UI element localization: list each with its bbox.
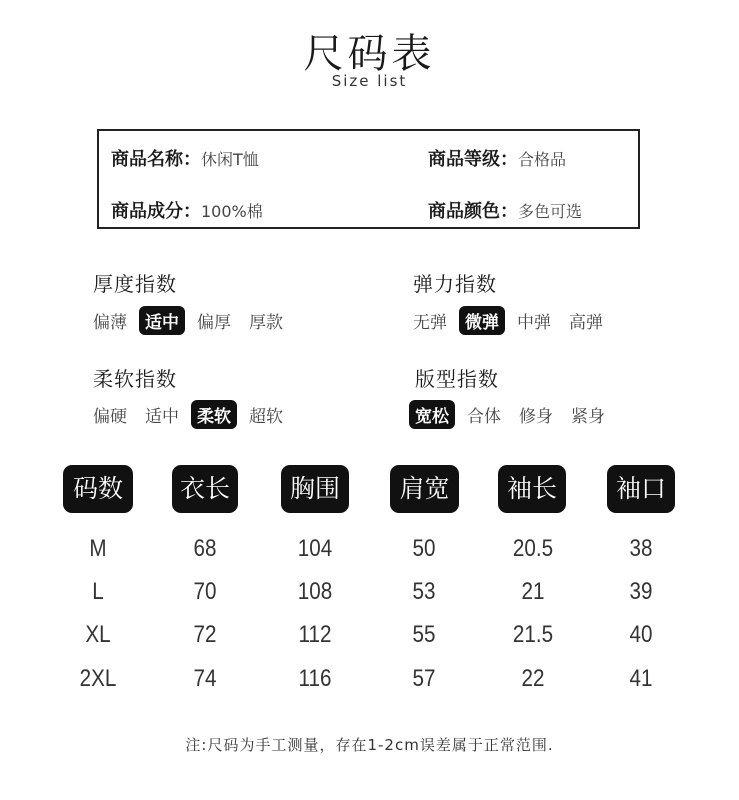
info-name-value: 休闲T恤 bbox=[201, 150, 259, 169]
fit-option: 合体 bbox=[467, 407, 501, 427]
table-cell: 55 bbox=[412, 621, 436, 648]
table-cell: M bbox=[89, 535, 107, 562]
product-info-box bbox=[97, 129, 640, 229]
fit-index-options bbox=[415, 400, 623, 429]
table-cell: 39 bbox=[629, 578, 653, 605]
table-cell: 104 bbox=[297, 535, 333, 562]
thickness-option: 偏厚 bbox=[197, 313, 231, 333]
thickness-index-title: 厚度指数 bbox=[93, 272, 177, 296]
table-cell: 50 bbox=[412, 535, 436, 562]
thickness-option: 偏薄 bbox=[93, 313, 127, 333]
softness-option: 偏硬 bbox=[93, 407, 127, 427]
table-header-shoulder: 肩宽 bbox=[390, 465, 459, 513]
measurement-note: 注:尺码为手工测量，存在1-2cm误差属于正常范围. bbox=[185, 736, 554, 754]
table-header-cuff: 袖口 bbox=[607, 465, 675, 513]
elasticity-option: 高弹 bbox=[569, 313, 603, 333]
softness-option: 超软 bbox=[249, 407, 283, 427]
table-header-length: 衣长 bbox=[172, 465, 238, 513]
table-cell: 68 bbox=[193, 535, 217, 562]
info-color-value: 多色可选 bbox=[518, 202, 583, 221]
table-cell: 40 bbox=[629, 621, 653, 648]
table-cell: 70 bbox=[193, 578, 217, 605]
page-title: 尺码表 bbox=[303, 31, 436, 77]
elasticity-index-options bbox=[413, 306, 621, 335]
info-color bbox=[428, 197, 582, 223]
table-cell: 108 bbox=[297, 578, 333, 605]
thickness-option: 厚款 bbox=[249, 313, 283, 333]
softness-index-title: 柔软指数 bbox=[93, 367, 177, 391]
table-cell: 74 bbox=[193, 665, 217, 692]
softness-option: 适中 bbox=[145, 407, 179, 427]
fit-option-selected: 宽松 bbox=[409, 400, 455, 429]
fit-option: 紧身 bbox=[571, 407, 605, 427]
table-cell: 2XL bbox=[79, 665, 117, 692]
info-composition-value: 100%棉 bbox=[201, 202, 263, 221]
info-composition bbox=[111, 197, 263, 223]
table-header-chest: 胸围 bbox=[281, 465, 349, 513]
table-cell: 38 bbox=[629, 535, 653, 562]
table-cell: 22 bbox=[521, 665, 545, 692]
elasticity-index-title: 弹力指数 bbox=[413, 272, 497, 296]
table-cell: 21 bbox=[521, 578, 545, 605]
table-cell: 57 bbox=[412, 665, 436, 692]
elasticity-option: 中弹 bbox=[517, 313, 551, 333]
thickness-option-selected: 适中 bbox=[139, 306, 185, 335]
info-name-label: 商品名称： bbox=[111, 149, 201, 170]
thickness-index-options bbox=[93, 306, 301, 335]
info-name bbox=[111, 145, 259, 171]
table-cell: XL bbox=[85, 621, 111, 648]
table-cell: 53 bbox=[412, 578, 436, 605]
info-composition-label: 商品成分： bbox=[111, 201, 201, 222]
table-cell: L bbox=[92, 578, 104, 605]
softness-index-options bbox=[93, 400, 301, 429]
info-grade bbox=[428, 145, 566, 171]
page-subtitle: Size list bbox=[331, 72, 408, 90]
fit-option: 修身 bbox=[519, 407, 553, 427]
table-cell: 21.5 bbox=[512, 621, 554, 648]
table-cell: 112 bbox=[298, 621, 332, 648]
info-grade-value: 合格品 bbox=[518, 150, 567, 169]
fit-index-title: 版型指数 bbox=[415, 367, 499, 391]
info-grade-label: 商品等级： bbox=[428, 149, 518, 170]
table-cell: 41 bbox=[629, 665, 653, 692]
elasticity-option-selected: 微弹 bbox=[459, 306, 505, 335]
info-color-label: 商品颜色： bbox=[428, 201, 518, 222]
table-cell: 116 bbox=[298, 665, 332, 692]
table-cell: 20.5 bbox=[512, 535, 554, 562]
table-header-size: 码数 bbox=[63, 465, 133, 513]
elasticity-option: 无弹 bbox=[413, 313, 447, 333]
softness-option-selected: 柔软 bbox=[191, 400, 237, 429]
table-cell: 72 bbox=[193, 621, 217, 648]
table-header-sleeve-length: 袖长 bbox=[498, 465, 566, 513]
